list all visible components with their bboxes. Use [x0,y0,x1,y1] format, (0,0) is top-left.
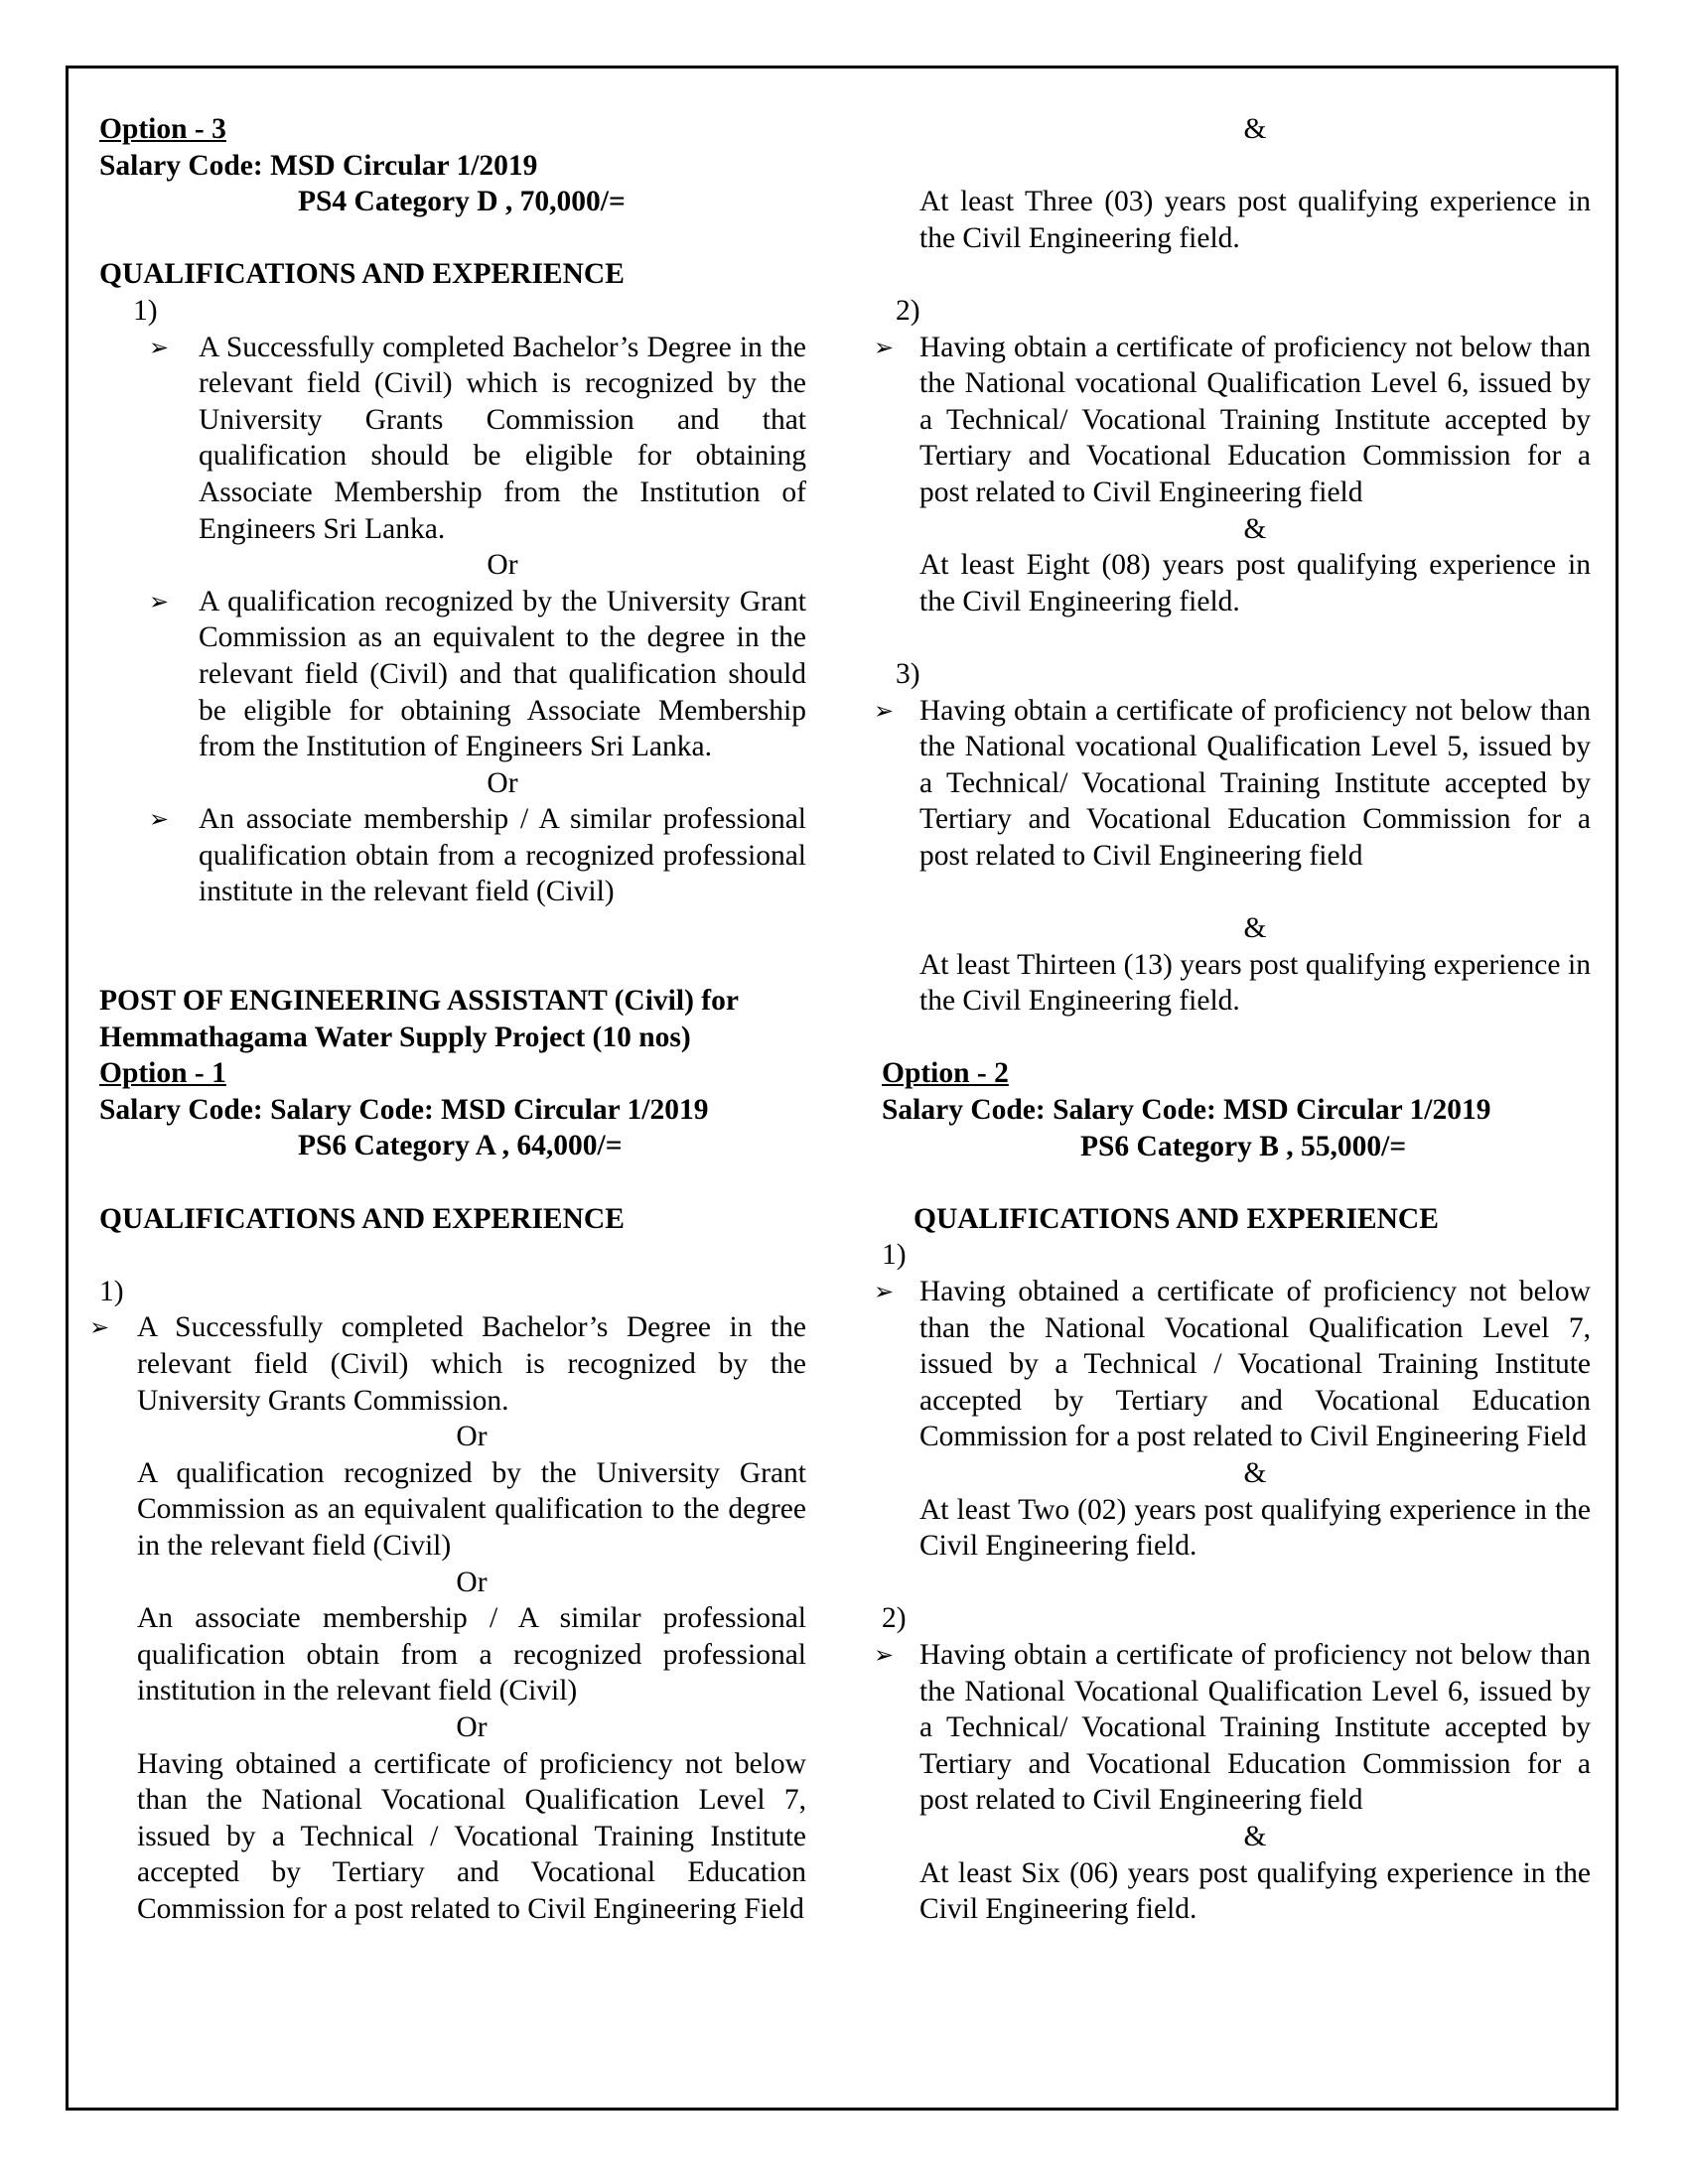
arrow-bullet-icon: ➢ [149,587,170,615]
top-bullet-3: Having obtain a certificate of proficiency not below than the National vocational Qualification Level 5, issued by a Technical/ Vocational Training Institute accepted by Tertiary and Vocational Education Commission for a post related to Civil Engineering field [919,694,1591,872]
top-amp-3: & [1243,912,1267,945]
arrow-bullet-icon: ➢ [874,333,895,361]
list-item [89,1309,806,1419]
option-3-qual-heading: QUALIFICATIONS AND EXPERIENCE [99,258,625,291]
top-exp-3: At least Thirteen (13) years post qualifying experience in the Civil Engineering field. [919,948,1591,1018]
option-2-exp-2: At least Six (06) years post qualifying experience in the Civil Engineering field. [919,1856,1591,1926]
option-1-label: Option - 1 [99,1057,226,1090]
arrow-bullet-icon: ➢ [874,696,895,725]
option-3-or-1: Or [487,549,518,582]
top-num-2: 2) [896,294,920,327]
option-1-or-1: Or [456,1421,488,1453]
arrow-bullet-icon: ➢ [149,805,170,834]
option-3-num-1: 1) [133,294,158,327]
option-1-para-3: An associate membership / A similar professional qualification obtain from a recognized professional institution in the relevant field (Civil) [137,1602,806,1707]
option-3-bullet-1: A Successfully completed Bachelor’s Degree in the relevant field (Civil) which is recognized by the University Grants Commission and that qualification should be eligible for obtaining Associate Membership from the Institution of Engineers Sri Lanka. [199,331,806,545]
option-1-or-3: Or [456,1710,488,1743]
list-item [99,330,806,548]
option-3-or-2: Or [487,766,518,799]
top-amp-2: & [1243,512,1267,545]
option-2-amp-1: & [1243,1456,1267,1489]
option-1-para-4: Having obtained a certificate of proficiency not below than the National Vocational Qualification Level 7, issued by a Technical / Vocational Training Institute accepted by Tertiary and Vocational Education Commission for a post related to Civil Engineering Field [137,1747,806,1925]
arrow-bullet-icon: ➢ [89,1313,110,1342]
arrow-bullet-icon: ➢ [149,333,170,361]
option-1-salary-code: Salary Code: Salary Code: MSD Circular 1/2019 [99,1093,709,1126]
option-1-qual-heading: QUALIFICATIONS AND EXPERIENCE [99,1202,625,1235]
list-item [874,330,1591,511]
top-exp-1: At least Three (03) years post qualifying experience in the Civil Engineering field. [919,186,1591,254]
option-2-scale: PS6 Category B , 55,000/= [1080,1130,1407,1162]
option-1-or-2: Or [456,1566,488,1598]
arrow-bullet-icon: ➢ [874,1640,895,1669]
list-item [99,584,806,765]
option-2-amp-2: & [1243,1820,1267,1852]
option-2-salary-code: Salary Code: Salary Code: MSD Circular 1/2019 [882,1094,1491,1127]
option-3-bullet-2: A qualification recognized by the University Grant Commission as an equivalent to the degree in the relevant field (Civil) and that qualification should be eligible for obtaining Associate Membership from the Institution of Engineers Sri Lanka. [199,585,806,763]
arrow-bullet-icon: ➢ [874,1278,895,1305]
post-title-line-2: Hemmathagama Water Supply Project (10 nos) [99,1021,691,1053]
option-3-scale: PS4 Category D , 70,000/= [298,186,626,218]
option-3-bullet-3: An associate membership / A similar professional qualification obtain from a recognized professional institute in the relevant field (Civil) [199,803,806,908]
option-2-num-1: 1) [882,1239,907,1272]
option-3-salary-code: Salary Code: MSD Circular 1/2019 [99,149,538,182]
top-bullet-2: Having obtain a certificate of proficiency not below than the National vocational Qualification Level 6, issued by a Technical/ Vocational Training Institute accepted by Tertiary and Vocational Education Commission for a post related to Civil Engineering field [919,331,1591,508]
top-exp-2: At least Eight (08) years post qualifying experience in the Civil Engineering field. [919,549,1591,617]
list-item [874,1274,1591,1455]
left-column [89,111,806,1928]
top-amp-1: & [1243,113,1267,145]
option-3-label: Option - 3 [99,113,226,145]
option-1-bullet-1: A Successfully completed Bachelor’s Degree in the relevant field (Civil) which is recognized by the University Grants Commission. [137,1311,806,1417]
option-2-exp-1: At least Two (02) years post qualifying experience in the Civil Engineering field. [919,1493,1591,1563]
list-item [874,1637,1591,1819]
option-1-num-1: 1) [99,1275,124,1307]
top-num-3: 3) [896,657,920,690]
post-title-line-1: POST OF ENGINEERING ASSISTANT (Civil) for [99,985,739,1018]
list-item [874,693,1591,875]
list-item [99,801,806,910]
option-1-scale: PS6 Category A , 64,000/= [298,1130,623,1162]
option-2-bullet-2: Having obtain a certificate of proficiency not below than the National Vocational Qualification Level 6, issued by a Technical/ Vocational Training Institute accepted by Tertiary and Vocational Education Commission for a post related to Civil Engineering field [919,1638,1591,1817]
option-2-num-2: 2) [882,1602,907,1635]
right-column [874,111,1591,1928]
option-2-qual-heading: QUALIFICATIONS AND EXPERIENCE [914,1202,1439,1235]
option-2-bullet-1: Having obtained a certificate of proficiency not below than the National Vocational Qualification Level 7, issued by a Technical / Vocational Training Institute accepted by Tertiary and Vocational Education Commission for a post related to Civil Engineering Field [919,1276,1591,1453]
option-2-label: Option - 2 [882,1057,1009,1090]
option-1-para-2: A qualification recognized by the University Grant Commission as an equivalent qualification to the degree in the relevant field (Civil) [137,1456,806,1562]
